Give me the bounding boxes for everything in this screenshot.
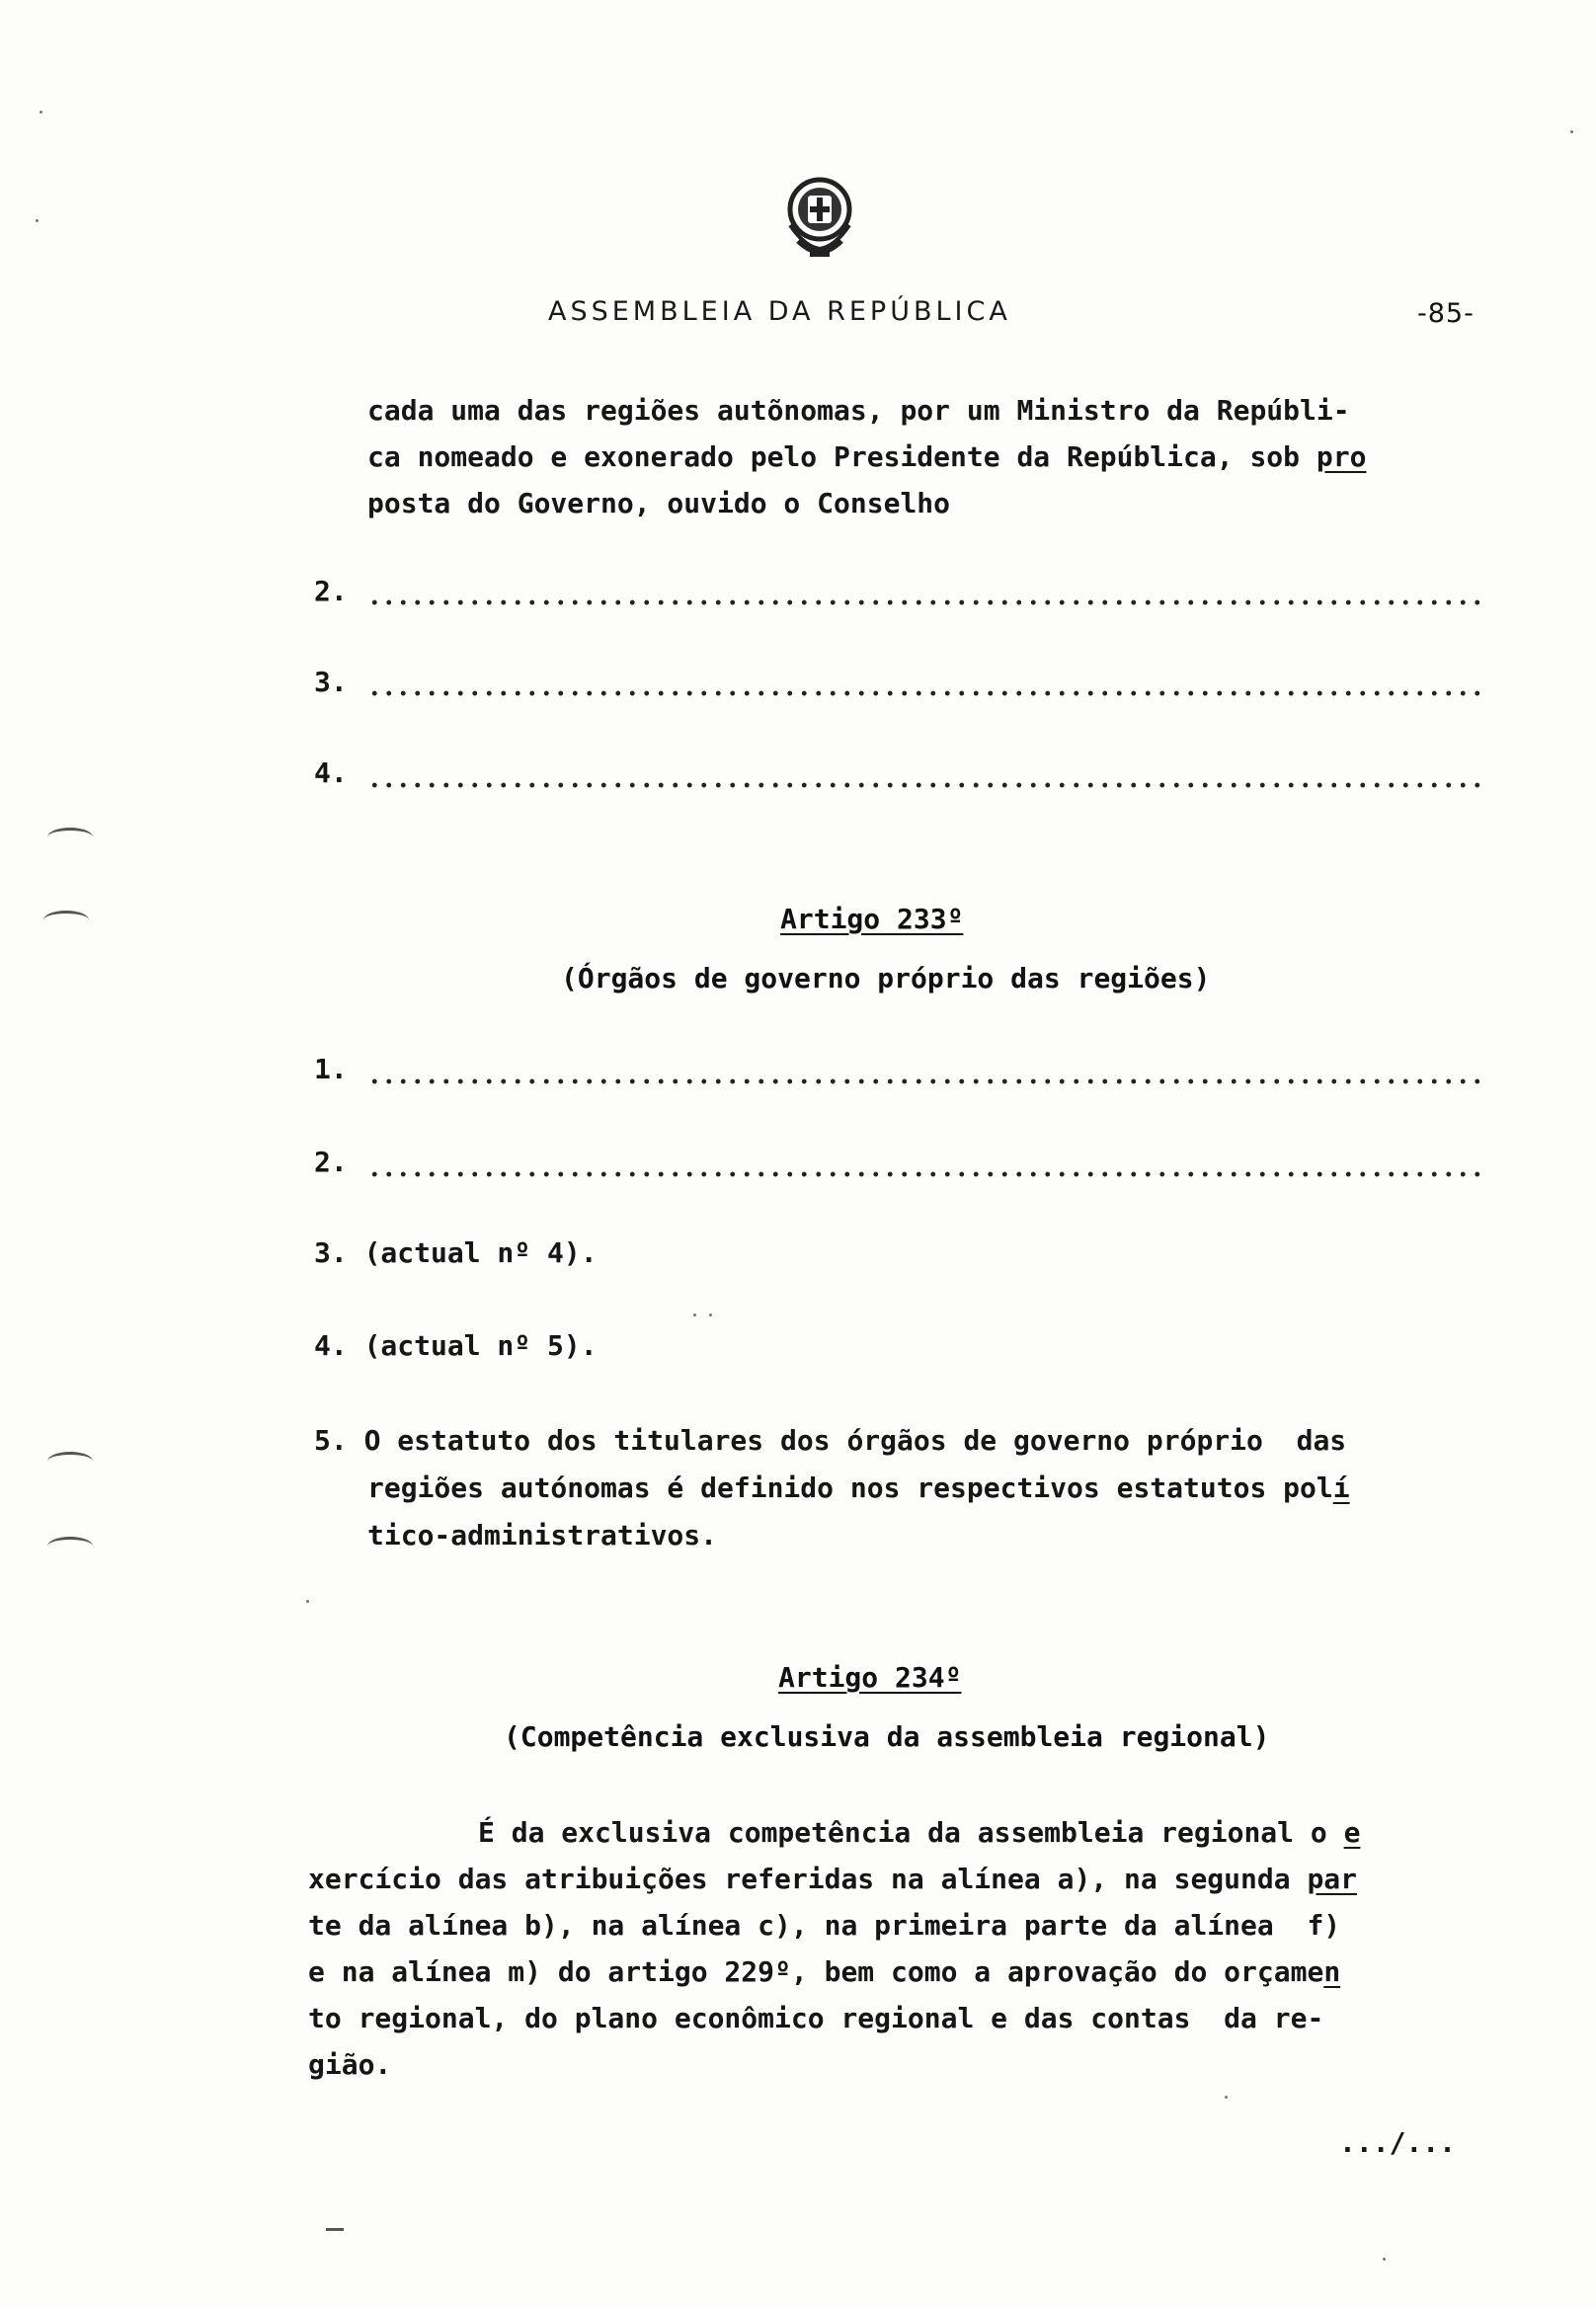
article-233-subtitle: (Órgãos de governo próprio das regiões) bbox=[561, 962, 1211, 994]
article-234-p2-hyphen-part: par bbox=[1307, 1863, 1358, 1895]
article-233-item-5-line-2-text: regiões autónomas é definido nos respectivos estatutos pol bbox=[367, 1472, 1333, 1504]
article-234-paragraph-line-4 bbox=[308, 1949, 1340, 1995]
scan-mark bbox=[47, 1537, 93, 1555]
article-233-item-2: 2. bbox=[314, 1146, 348, 1178]
scan-mark bbox=[47, 1452, 93, 1471]
intro-line-2-text: ca nomeado e exonerado pelo Presidente da República, sob bbox=[367, 440, 1317, 473]
article-234-p1-text: É da exclusiva competência da assembleia regional o bbox=[478, 1816, 1344, 1849]
article-234-paragraph-line-6: gião. bbox=[308, 2048, 392, 2081]
scan-mark bbox=[43, 911, 89, 929]
article-234-paragraph-line-2 bbox=[308, 1856, 1357, 1902]
intro-line-2-hyphen-part: pro bbox=[1316, 440, 1367, 473]
scan-speck bbox=[1570, 130, 1573, 133]
article-233-item-3: 3. (actual nº 4). bbox=[314, 1236, 598, 1269]
scan-speck bbox=[306, 1600, 309, 1603]
article-233-item-5-line-3: tico-administrativos. bbox=[367, 1519, 718, 1551]
article-233-item-5-line-2 bbox=[367, 1472, 1350, 1504]
list-item-number: 3. bbox=[314, 666, 348, 698]
scan-speck bbox=[709, 1313, 712, 1316]
article-234-paragraph-line-5: to regional, do plano econômico regional e das contas da re- bbox=[308, 2002, 1324, 2034]
article-234-title: Artigo 234º bbox=[778, 1661, 962, 1694]
article-233-title: Artigo 233º bbox=[780, 903, 964, 935]
page-number: -85- bbox=[1417, 298, 1475, 329]
intro-line-1: cada uma das regiões autõnomas, por um Ministro da Repúbli- bbox=[367, 394, 1350, 427]
article-233-item-5-line-1: 5. O estatuto dos titulares dos órgãos de governo próprio das bbox=[314, 1424, 1347, 1457]
scan-speck bbox=[36, 219, 39, 222]
list-item-number: 4. bbox=[314, 756, 348, 789]
article-233-item-1: 1. bbox=[314, 1053, 348, 1085]
institution-header: ASSEMBLEIA DA REPÚBLICA bbox=[548, 296, 1011, 327]
article-234-subtitle: (Competência exclusiva da assembleia regional) bbox=[504, 1720, 1270, 1753]
dotted-leader bbox=[367, 598, 1481, 606]
scan-speck bbox=[1225, 2096, 1228, 2099]
scan-mark bbox=[47, 828, 93, 846]
dotted-leader bbox=[367, 1170, 1481, 1178]
article-234-p4-text: e na alínea m) do artigo 229º, bem como a aprovação do orçame bbox=[308, 1955, 1324, 1988]
article-234-p4-hyphen-part: n bbox=[1323, 1955, 1341, 1988]
article-233-item-5-line-2-hyphen-part: í bbox=[1332, 1472, 1350, 1504]
scan-speck bbox=[1383, 2258, 1386, 2261]
list-item-number: 2. bbox=[314, 575, 348, 607]
dotted-leader bbox=[367, 1077, 1481, 1085]
coat-of-arms-icon bbox=[770, 168, 869, 277]
scan-mark bbox=[326, 2228, 344, 2231]
continuation-mark: .../... bbox=[1339, 2126, 1457, 2159]
article-233-item-4: 4. (actual nº 5). bbox=[314, 1329, 598, 1362]
scan-speck bbox=[693, 1313, 696, 1316]
article-234-paragraph-line-1 bbox=[478, 1809, 1360, 1856]
article-234-paragraph-line-3: te da alínea b), na alínea c), na primeira parte da alínea f) bbox=[308, 1909, 1341, 1942]
article-234-p1-hyphen-part: e bbox=[1343, 1816, 1361, 1849]
dotted-leader bbox=[367, 689, 1481, 697]
scan-speck bbox=[40, 111, 42, 114]
intro-line-3: posta do Governo, ouvido o Conselho bbox=[367, 487, 951, 519]
article-234-p2-text: xercício das atribuições referidas na alínea a), na segunda bbox=[308, 1863, 1308, 1895]
intro-line-2 bbox=[367, 434, 1366, 480]
dotted-leader bbox=[367, 781, 1481, 789]
